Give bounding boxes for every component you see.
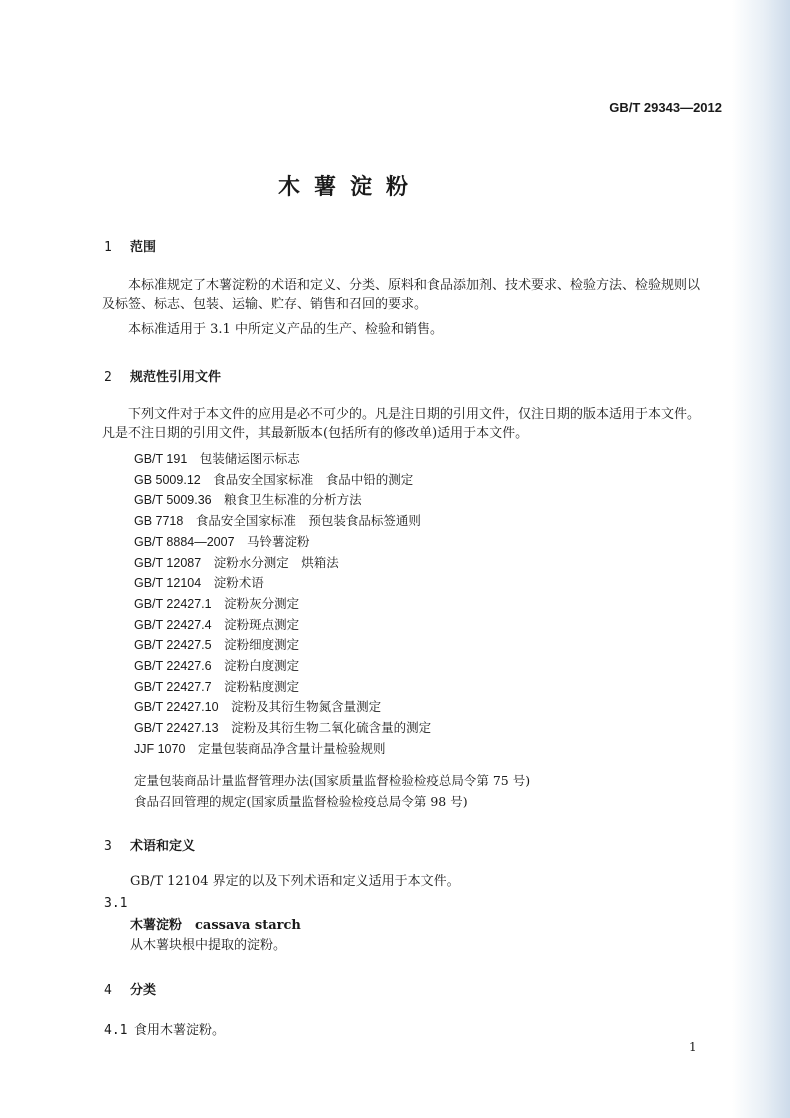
reference-item: [134, 470, 413, 488]
reference-code: GB/T 22427.5: [134, 638, 212, 653]
section-1-number: 1: [104, 240, 112, 255]
section-2-number: 2: [104, 370, 112, 385]
reference-title: 食品安全国家标准 食品中铅的测定: [213, 471, 414, 487]
section-4-heading: [104, 979, 156, 998]
reference-code: GB/T 22427.6: [134, 659, 212, 673]
section-2-heading: [104, 366, 221, 385]
section-3-paragraph-1: GB/T 12104 界定的以及下列术语和定义适用于本文件。: [130, 874, 460, 889]
reference-code: GB/T 5009.36: [134, 493, 212, 508]
item-4-1-number: 4.1: [104, 1023, 128, 1038]
subsection-3-1-number: 3.1: [104, 896, 128, 911]
reference-title: 淀粉术语: [213, 575, 264, 591]
reference-extra-1: 定量包装商品计量监督管理办法(国家质量监督检验检疫总局令第 75 号): [134, 773, 531, 788]
section-2-paragraph-1: 下列文件对于本文件的应用是必不可少的。凡是注日期的引用文件，仅注日期的版本适用于本文件。凡是不注日期的引用文件，其最新版本(包括所有的修改单)适用于本文件。: [102, 407, 701, 441]
reference-item: [134, 677, 299, 695]
reference-gap: [212, 596, 225, 611]
reference-title: 淀粉及其衍生物氮含量测定: [231, 699, 382, 715]
reference-code: GB/T 22427.10: [134, 700, 219, 715]
item-4-1-text: 食用木薯淀粉。: [134, 1023, 226, 1038]
reference-title: 淀粉斑点测定: [224, 616, 300, 632]
reference-code: GB/T 22427.1: [134, 596, 212, 611]
reference-code: GB 5009.12: [134, 472, 201, 487]
reference-code: GB/T 22427.13: [134, 721, 219, 736]
page-number: 1: [689, 1040, 697, 1054]
section-1-paragraph-1: 本标准规定了木薯淀粉的术语和定义、分类、原料和食品添加剂、技术要求、检验方法、检验规则以及标签、标志、包装、运输、贮存、销售和召回的要求。: [102, 278, 701, 312]
scan-edge-shadow: [732, 0, 790, 1118]
reference-item: [134, 532, 310, 550]
reference-item: [134, 511, 421, 529]
reference-item: [134, 449, 300, 467]
section-3-title: 术语和定义: [130, 839, 196, 854]
reference-item: [134, 615, 299, 633]
item-4-1: [104, 1019, 225, 1038]
reference-title: 淀粉细度测定: [224, 637, 300, 653]
reference-gap: [212, 679, 225, 694]
reference-title: 定量包装商品净含量计量检验规则: [197, 740, 386, 756]
reference-code: JJF 1070: [134, 741, 186, 756]
reference-gap: [201, 472, 214, 487]
reference-gap: [212, 637, 225, 652]
reference-gap: [212, 492, 225, 507]
reference-item: [134, 553, 339, 571]
reference-gap: [185, 741, 198, 756]
reference-title: 淀粉灰分测定: [224, 595, 300, 611]
reference-title: 淀粉粘度测定: [224, 678, 300, 694]
reference-title: 包装储运图示标志: [199, 451, 300, 466]
reference-code: GB/T 22427.4: [134, 617, 212, 632]
reference-code: GB/T 191: [134, 452, 188, 466]
term-cassava-starch: 木薯淀粉 cassava starch: [130, 918, 301, 933]
reference-gap: [212, 617, 225, 632]
reference-code: GB/T 8884—2007: [134, 534, 235, 549]
reference-title: 淀粉水分测定 烘箱法: [213, 554, 339, 570]
section-3-number: 3: [104, 839, 112, 854]
reference-code: GB/T 22427.7: [134, 679, 212, 694]
reference-code: GB/T 12104: [134, 576, 202, 591]
term-definition: 从木薯块根中提取的淀粉。: [130, 938, 287, 953]
reference-gap: [219, 720, 232, 735]
reference-item: [134, 490, 362, 508]
reference-extra-2: 食品召回管理的规定(国家质量监督检验检疫总局令第 98 号): [134, 794, 468, 809]
reference-item: [134, 656, 299, 674]
reference-gap: [183, 513, 196, 528]
reference-title: 淀粉白度测定: [224, 658, 300, 673]
section-2-title: 规范性引用文件: [130, 370, 222, 385]
section-4-title: 分类: [130, 983, 157, 998]
reference-gap: [212, 658, 225, 673]
section-4-number: 4: [104, 983, 112, 998]
reference-item: [134, 594, 299, 612]
reference-gap: [235, 534, 248, 549]
section-1-heading: [104, 236, 156, 255]
reference-title: 淀粉及其衍生物二氧化硫含量的测定: [231, 720, 432, 736]
reference-item: [134, 739, 385, 757]
document-title: 木薯淀粉: [277, 174, 422, 200]
reference-item: [134, 573, 264, 591]
reference-title: 马铃薯淀粉: [247, 533, 310, 549]
section-3-heading: [104, 835, 195, 854]
reference-gap: [201, 555, 214, 570]
section-1-title: 范围: [130, 240, 157, 255]
section-1-paragraph-2: 本标准适用于 3.1 中所定义产品的生产、检验和销售。: [128, 322, 443, 337]
reference-gap: [201, 575, 214, 590]
reference-title: 食品安全国家标准 预包装食品标签通则: [195, 513, 421, 529]
standard-code: GB/T 29343—2012: [609, 100, 722, 115]
reference-item: [134, 718, 431, 736]
reference-title: 粮食卫生标准的分析方法: [224, 492, 362, 508]
reference-gap: [187, 451, 200, 466]
reference-item: [134, 635, 299, 653]
reference-gap: [219, 699, 232, 714]
reference-item: [134, 697, 381, 715]
reference-code: GB 7718: [134, 514, 184, 529]
reference-code: GB/T 12087: [134, 555, 202, 570]
